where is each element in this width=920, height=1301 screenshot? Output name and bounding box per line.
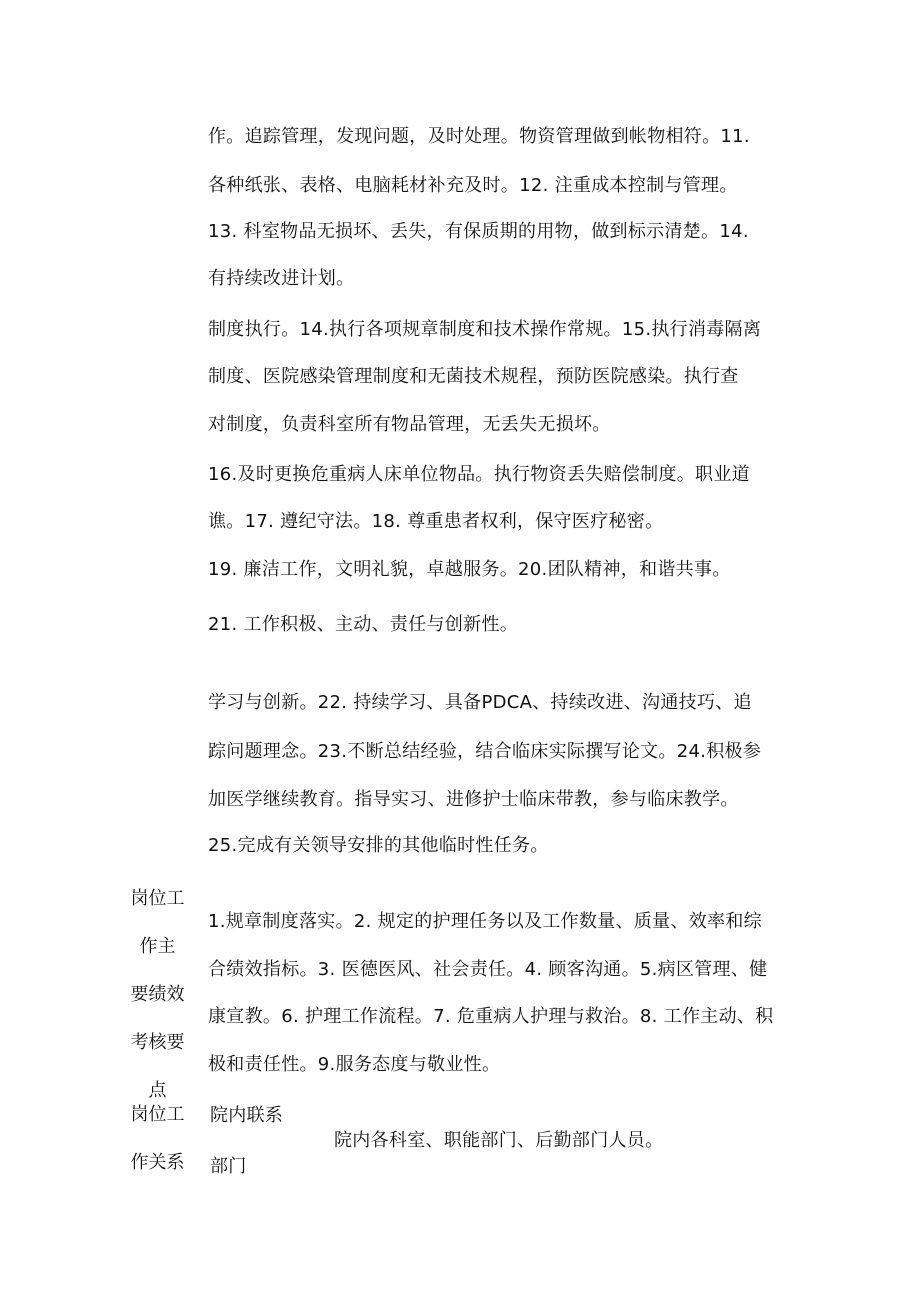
para-5-line-1: 21. 工作积极、主动、责任与创新性。 <box>208 614 519 635</box>
assessment-content-line-4: 极和责任性。9.服务态度与敬业性。 <box>208 1054 501 1075</box>
relations-content: 院内各科室、职能部门、后勤部门人员。 <box>334 1130 664 1151</box>
para-1-line-2: 各种纸张、表格、电脑耗材补充及时。12. 注重成本控制与管理。 <box>208 175 738 196</box>
para-1-line-4: 有持续改进计划。 <box>208 268 355 289</box>
relations-label-line-2: 作关系 <box>130 1152 185 1173</box>
para-3-line-1: 16.及时更换危重病人床单位物品。执行物资丢失赔偿制度。职业道 <box>208 464 750 485</box>
relations-label-line-1: 岗位工 <box>130 1104 185 1125</box>
relations-sub-label-line-1: 院内联系 <box>210 1105 284 1126</box>
para-2-line-2: 制度、医院感染管理制度和无菌技术规程，预防医院感染。执行查 <box>208 366 739 387</box>
assessment-label-line-2: 作主 <box>139 936 176 957</box>
assessment-content-line-3: 康宣教。6. 护理工作流程。7. 危重病人护理与救治。8. 工作主动、积 <box>208 1006 774 1027</box>
para-1-line-3: 13. 科室物品无损坏、丢失，有保质期的用物，做到标示清楚。14. <box>208 221 749 242</box>
assessment-label-line-5: 点 <box>148 1080 167 1101</box>
para-2-line-3: 对制度，负责科室所有物品管理，无丢失无损坏。 <box>208 414 611 435</box>
para-6-line-3: 加医学继续教育。指导实习、进修护士临床带教，参与临床教学。 <box>208 789 739 810</box>
relations-sub-label-line-2: 部门 <box>210 1156 247 1177</box>
assessment-label-line-1: 岗位工 <box>130 888 185 909</box>
para-3-line-2: 谯。17. 遵纪守法。18. 尊重患者权利，保守医疗秘密。 <box>208 511 664 532</box>
assessment-label-line-3: 要绩效 <box>130 984 185 1005</box>
assessment-content-line-1: 1.规章制度落实。2. 规定的护理任务以及工作数量、质量、效率和综 <box>208 911 762 932</box>
para-4-line-1: 19. 廉洁工作，文明礼貌，卓越服务。20.团队精神，和谐共事。 <box>208 559 731 580</box>
assessment-label-line-4: 考核要 <box>130 1032 185 1053</box>
para-2-line-1: 制度执行。14.执行各项规章制度和技术操作常规。15.执行消毒隔离 <box>208 319 762 340</box>
assessment-content-line-2: 合绩效指标。3. 医德医风、社会责任。4. 顾客沟通。5.病区管理、健 <box>208 959 768 980</box>
para-6-line-4: 25.完成有关领导安排的其他临时性任务。 <box>208 835 549 856</box>
para-6-line-1: 学习与创新。22. 持续学习、具备PDCA、持续改进、沟通技巧、追 <box>208 692 752 713</box>
para-6-line-2: 踪问题理念。23.不断总结经验，结合临床实际撰写论文。24.积极参 <box>208 741 762 762</box>
para-1-line-1: 作。追踪管理，发现问题，及时处理。物资管理做到帐物相符。11. <box>208 126 750 147</box>
